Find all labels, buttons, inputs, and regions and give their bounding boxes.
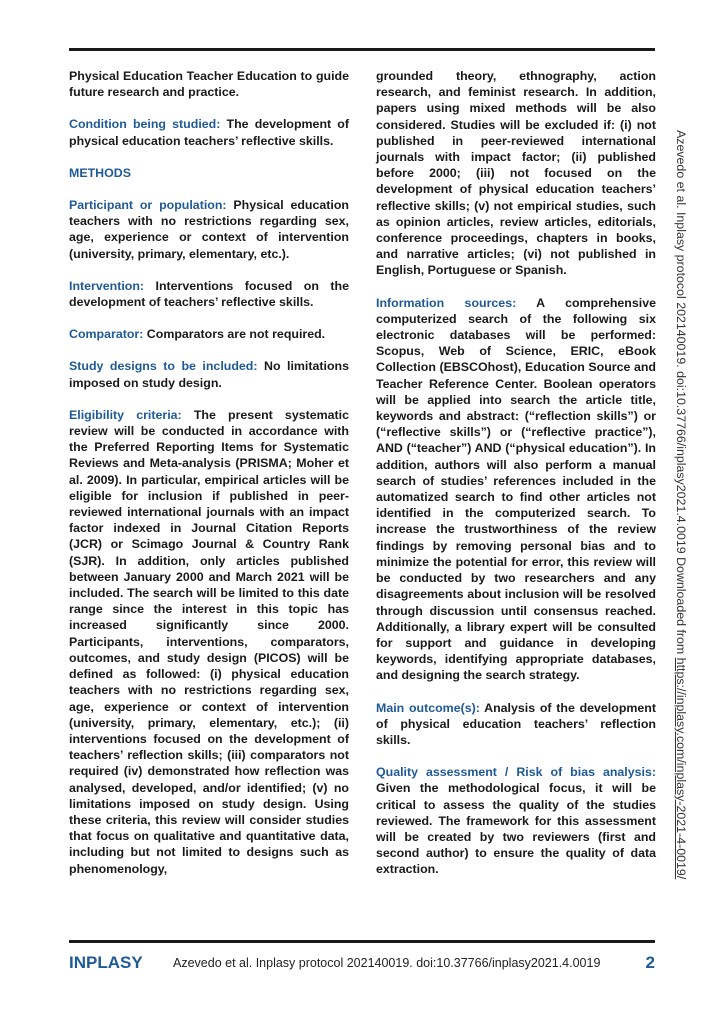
right-column — [376, 68, 656, 894]
information-sources-text: A comprehensive computerized search of the following six electronic databases will be performed: Scopus, Web of Science, ERIC, eBook Collection (EBSCOhost), Education Source and Teacher Reference Center. Boolean operators will be applied into search the article title, keywords and abstract: (“reflection skills”) or (“reflective skills”) or (“reflective practice”), AND (“teacher”) AND (“physical education”). In addition, authors will also perform a manual search of studies’ references included in the automatized search to find other articles not identified in the computerized search. To increase the trustworthiness of the review findings by removing personal bias and to minimize the potential for error, this review will be conducted by two researchers and any disagreements about inclusion will be resolved through discussion until consensus reached. Additionally, a library expert will be consulted for support and guidance in developing keywords, identifying appropriate databases, and designing the search strategy. — [376, 295, 656, 683]
condition-text: The development of physical education teachers’ reflective skills. — [69, 117, 349, 148]
study-designs-text: No limitations imposed on study design. — [69, 359, 349, 390]
participant-label: Participant or population: — [69, 198, 227, 213]
methods-heading: METHODS — [69, 165, 131, 180]
quality-section — [376, 764, 656, 877]
participant-text: Physical education teachers with no restrictions regarding sex, age, experience or context of intervention (university, primary, elementary, etc.). — [69, 198, 349, 261]
page-footer — [69, 953, 655, 975]
comparator-label: Comparator: — [69, 327, 144, 342]
main-outcome-label: Main outcome(s): — [376, 700, 480, 715]
eligibility-text: The present systematic review will be conducted in accordance with the Preferred Reporting Items for Systematic Reviews and Meta-analysis (PRISMA; Moher et al. 2009). In particular, empirical articles will be eligible for inclusion if published in peer-reviewed international journals with an impact factor indexed in Journal Citation Reports (JCR) or Scimago Journal & Country Rank (SJR). In addition, only articles published between January 2000 and March 2021 will be included. The search will be limited to this date range since the interest in this topic has increased significantly since 2000. Participants, interventions, comparators, outcomes, and study design (PICOS) will be defined as followed: (i) physical education teachers with no restrictions regarding sex, age, experience or context of intervention (university, primary, elementary, etc.); (ii) interventions focused on the development of teachers’ reflection skills; (iii) comparators not required (iv) demonstrated how reflection was analysed, developed, and/or identified; (v) no limitations imposed on study design. Using these criteria, this review will consider studies that focus on qualitative and quantitative data, including but not limited to designs such as phenomenology, — [69, 407, 349, 876]
side-watermark — [674, 130, 688, 879]
intervention-label: Intervention: — [69, 278, 145, 293]
left-column — [69, 68, 349, 893]
page-number: 2 — [645, 953, 655, 972]
eligibility-continuation: grounded theory, ethnography, action research, and feminist research. In addition, papers using mixed methods will be also considered. Studies will be excluded if: (i) not published in peer-reviewed international journals with impact factor; (ii) published before 2000; (iii) not focused on the development of physical education teachers’ reflective skills; (v) not empirical studies, such as opinion articles, review articles, editorials, conference proceedings, chapters in books, and narrative articles; (vi) not published in English, Portuguese or Spanish. — [376, 69, 656, 278]
study-designs-section — [69, 358, 349, 390]
side-citation: Azevedo et al. Inplasy protocol 202140019. doi:10.37766/inplasy2021.4.0019 Downloaded from — [674, 130, 688, 658]
download-link[interactable]: https://inplasy.com/inplasy-2021-4-0019/ — [674, 657, 688, 880]
intro-paragraph: Physical Education Teacher Education to guide future research and practice. — [69, 69, 349, 100]
quality-text: Given the methodological focus, it will be critical to assess the quality of the studies reviewed. The framework for this assessment will be created by two reviewers (first and second author) to ensure the quality of data extraction. — [376, 781, 656, 877]
intervention-section — [69, 278, 349, 310]
condition-label: Condition being studied: — [69, 117, 221, 132]
condition-section — [69, 116, 349, 148]
main-outcome-text: Analysis of the development of physical education teachers’ reflection skills. — [376, 700, 656, 747]
information-sources-section — [376, 295, 656, 684]
information-sources-label: Information sources: — [376, 295, 517, 310]
header-rule — [69, 48, 655, 51]
quality-label: Quality assessment / Risk of bias analysis: — [376, 765, 656, 780]
eligibility-section — [69, 407, 349, 877]
eligibility-label: Eligibility criteria: — [69, 407, 182, 422]
main-outcome-section — [376, 700, 656, 749]
participant-section — [69, 197, 349, 262]
brand-logo: INPLASY — [69, 953, 143, 972]
footer-citation: Azevedo et al. Inplasy protocol 202140019. doi:10.37766/inplasy2021.4.0019 — [173, 956, 601, 970]
intervention-text: Interventions focused on the development of teachers’ reflective skills. — [69, 278, 349, 310]
footer-rule — [69, 940, 655, 943]
comparator-section — [69, 326, 349, 342]
comparator-text: Comparators are not required. — [143, 327, 326, 342]
study-designs-label: Study designs to be included: — [69, 359, 258, 374]
